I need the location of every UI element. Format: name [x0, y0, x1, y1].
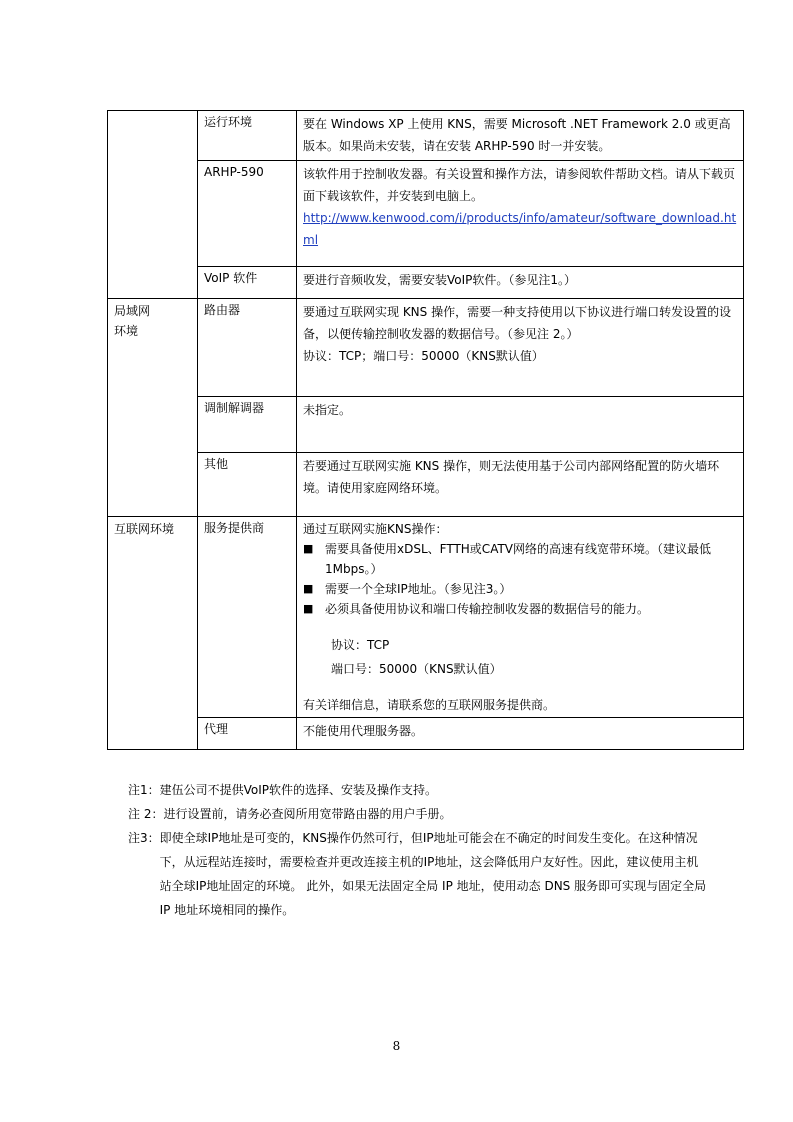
table-row — [108, 299, 744, 397]
bullet-text: 需要一个全球IP地址。（参见注3。） — [325, 582, 512, 596]
table-row — [108, 111, 744, 161]
row-label: VoIP 软件 — [198, 267, 297, 299]
content-intro: 通过互联网实施KNS操作： — [303, 522, 448, 536]
table-row — [108, 397, 744, 453]
row-label: 代理 — [198, 718, 297, 750]
row-content — [297, 453, 744, 517]
requirements-table — [107, 110, 744, 750]
square-bullet-icon: ■ — [303, 542, 314, 555]
row-content — [297, 267, 744, 299]
download-link[interactable]: http://www.kenwood.com/i/products/info/amateur/software_download.html — [303, 211, 737, 247]
table-row — [108, 517, 744, 718]
square-bullet-icon: ■ — [303, 582, 314, 595]
table-row — [108, 267, 744, 299]
bullet-item — [303, 539, 737, 579]
note-label: 注1： — [128, 783, 160, 797]
content-line: 协议：TCP；端口号：50000（KNS默认值） — [303, 349, 544, 363]
page-number: 8 — [392, 1039, 401, 1053]
content-line: 若要通过互联网实施 KNS 操作，则无法使用基于公司内部网络配置的防火墙环境。请使用家庭网络环境。 — [303, 459, 720, 495]
note-label: 注 2： — [128, 807, 164, 821]
notes-section — [128, 778, 708, 922]
table-row — [108, 161, 744, 267]
row-label: 其他 — [198, 453, 297, 517]
category-cell-lan — [108, 299, 198, 517]
note-item — [128, 778, 708, 802]
note-label: 注3： — [128, 831, 160, 845]
row-label: 调制解调器 — [198, 397, 297, 453]
row-content — [297, 161, 744, 267]
square-bullet-icon: ■ — [303, 602, 314, 615]
note-text: 进行设置前，请务必查阅所用宽带路由器的用户手册。 — [163, 807, 452, 821]
bullet-text: 需要具备使用xDSL、FTTH或CATV网络的高速有线宽带环境。（建议最低1Mbps。） — [325, 542, 712, 576]
category-line: 环境 — [114, 324, 139, 338]
row-content — [297, 718, 744, 750]
note-text: 建伍公司不提供VoIP软件的选择、安装及操作支持。 — [159, 783, 438, 797]
row-content — [297, 397, 744, 453]
content-line: 要在 Windows XP 上使用 KNS，需要 Microsoft .NET Framework 2.0 或更高版本。如果尚未安装，请在安装 ARHP-590 时一并安装。 — [303, 117, 731, 153]
note-item — [128, 802, 708, 826]
row-label: ARHP-590 — [198, 161, 297, 267]
content-line: 不能使用代理服务器。 — [303, 724, 424, 738]
category-cell-internet: 互联网环境 — [108, 517, 198, 750]
content-line: 该软件用于控制收发器。有关设置和操作方法，请参阅软件帮助文档。请从下载页面下载该软件，并安装到电脑上。 — [303, 167, 736, 203]
content-line: 未指定。 — [303, 403, 352, 417]
row-label: 服务提供商 — [198, 517, 297, 718]
note-text: 即使全球IP地址是可变的，KNS操作仍然可行，但IP地址可能会在不确定的时间发生变化。在这种情况下，从远程站连接时，需要检查并更改连接主机的IP地址，这会降低用户友好性。因此，建议使用主机站全球IP地址固定的环境。 此外，如果无法固定全局 IP 地址，使用动态 DNS 服务即可实现与固定全局 IP 地址环境相同的操作。 — [159, 831, 707, 917]
note-item — [128, 826, 708, 922]
category-cell-general — [108, 111, 198, 299]
row-content — [297, 111, 744, 161]
table-row — [108, 453, 744, 517]
content-line: 要进行音频收发，需要安装VoIP软件。（参见注1。） — [303, 273, 577, 287]
table-row — [108, 718, 744, 750]
row-label: 路由器 — [198, 299, 297, 397]
row-content — [297, 299, 744, 397]
bullet-text: 必须具备使用协议和端口传输控制收发器的数据信号的能力。 — [325, 602, 650, 616]
bullet-item — [303, 599, 737, 619]
bullet-item — [303, 579, 737, 599]
port-text: 端口号：50000（KNS默认值） — [331, 662, 502, 676]
row-content — [297, 517, 744, 718]
protocol-text: 协议：TCP — [331, 638, 390, 652]
content-line: 要通过互联网实现 KNS 操作，需要一种支持使用以下协议进行端口转发设置的设备，以便传输控制收发器的数据信号。（参见注 2。） — [303, 305, 732, 341]
category-line: 局域网 — [114, 304, 151, 318]
content-footer: 有关详细信息，请联系您的互联网服务提供商。 — [303, 698, 556, 712]
row-label: 运行环境 — [198, 111, 297, 161]
